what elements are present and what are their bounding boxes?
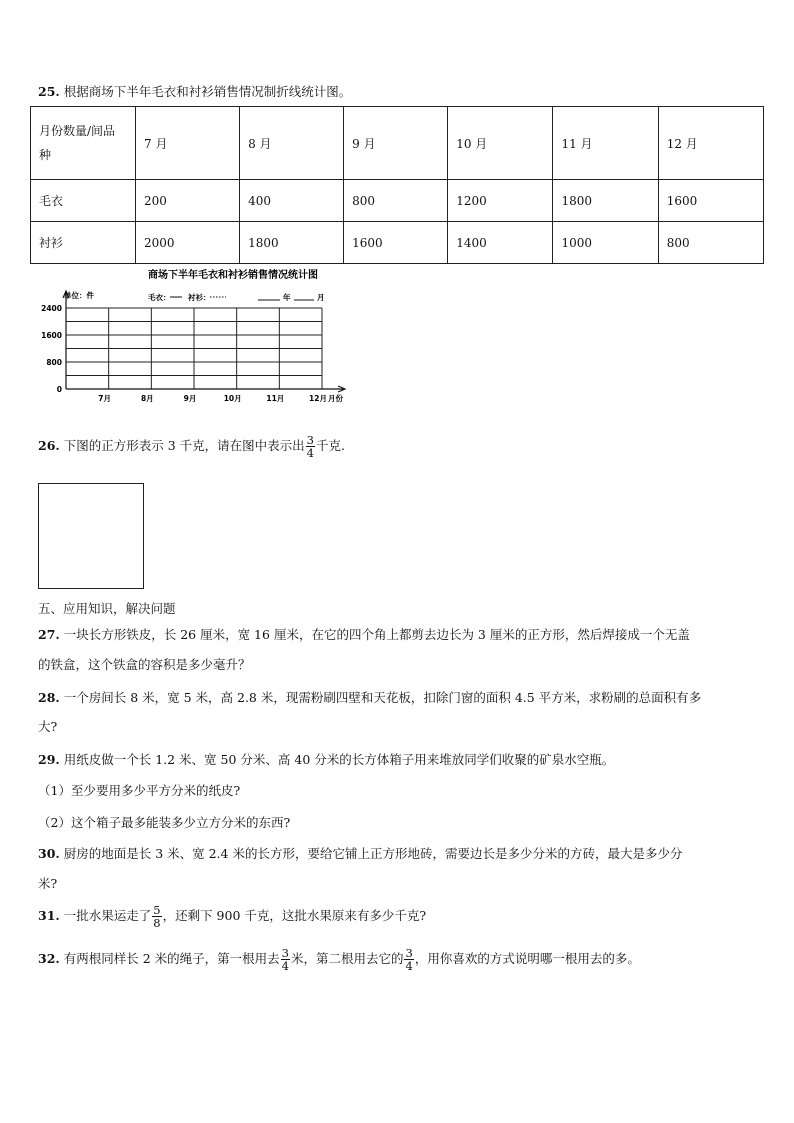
q27-text-line1: 一块长方形铁皮，长 26 厘米，宽 16 厘米，在它的四个角上都剪去边长为 3 厘米的正方形，然后焊接成一个无盖 xyxy=(63,627,690,642)
q32-prompt xyxy=(38,947,640,972)
q28-number: 28. xyxy=(38,690,60,705)
q26-fraction xyxy=(306,434,315,459)
table-cell: 1000 xyxy=(553,222,658,264)
y-tick-label: 0 xyxy=(56,385,62,394)
table-cell: 1200 xyxy=(448,180,553,222)
q32-frac1-denominator: 4 xyxy=(281,959,289,973)
q30-text-line2: 米? xyxy=(38,876,58,891)
legend-month-label: 月 xyxy=(317,293,325,302)
q32-fraction-1 xyxy=(281,947,290,972)
x-tick-label: 12月 xyxy=(309,394,327,403)
legend-shirt-label: 衬衫： xyxy=(188,293,211,302)
y-tick-label: 1600 xyxy=(41,331,62,340)
q29-number: 29. xyxy=(38,752,60,767)
legend-year-label: 年 xyxy=(283,293,291,302)
x-tick-label: 9月 xyxy=(183,394,197,403)
row-label: 衬衫 xyxy=(31,222,136,264)
table-cell: 800 xyxy=(344,180,448,222)
table-cell: 1800 xyxy=(240,222,344,264)
q31-fraction xyxy=(152,904,161,929)
table-cell: 400 xyxy=(240,180,344,222)
q32-fraction-2 xyxy=(404,947,413,972)
month-header: 10 月 xyxy=(448,107,553,180)
q28-text-line2: 大? xyxy=(38,719,58,734)
table-cell: 800 xyxy=(658,222,763,264)
q29-sub2: （2）这个箱子最多能装多少立方分米的东西? xyxy=(38,815,291,830)
q31-frac-numerator: 5 xyxy=(153,903,161,917)
sales-table xyxy=(30,106,764,264)
month-header: 9 月 xyxy=(344,107,448,180)
q32-frac1-numerator: 3 xyxy=(281,946,289,960)
table-cell: 1600 xyxy=(344,222,448,264)
q32-text-middle: 米，第二根用去它的 xyxy=(290,951,404,966)
q27-text-line2: 的铁盒，这个铁盒的容积是多少毫升？ xyxy=(38,657,251,672)
section-five-heading: 五、应用知识，解决问题 xyxy=(38,601,176,616)
q32-text-before: 有两根同样长 2 米的绳子，第一根用去 xyxy=(63,951,280,966)
q32-number: 32. xyxy=(38,951,60,966)
table-cell: 200 xyxy=(136,180,240,222)
q30-text-line1: 厨房的地面是长 3 米、宽 2.4 米的长方形，要给它铺上正方形地砖，需要边长是多少分米的方砖，最大是多少分 xyxy=(63,846,683,861)
x-tick-label: 8月 xyxy=(140,394,154,403)
q26-text-before: 下图的正方形表示 3 千克，请在图中表示出 xyxy=(63,438,305,453)
q31-number: 31. xyxy=(38,908,60,923)
x-tick-label: 7月 xyxy=(98,394,112,403)
table-row xyxy=(31,180,764,222)
q25-text: 根据商场下半年毛衣和衬衫销售情况制折线统计图。 xyxy=(63,84,352,99)
q26-frac-numerator: 3 xyxy=(306,433,314,447)
q29-text-line1: 用纸皮做一个长 1.2 米、宽 50 分米、高 40 分米的长方体箱子用来堆放同学们收聚的矿泉水空瓶。 xyxy=(63,752,615,767)
month-header: 8 月 xyxy=(240,107,344,180)
q26-text-after: 千克. xyxy=(315,438,345,453)
q31-frac-denominator: 8 xyxy=(153,916,161,930)
q26-prompt xyxy=(38,434,345,459)
x-tick-label: 10月 xyxy=(223,394,242,403)
corner-header-line1: 月份数量/间品 xyxy=(39,124,116,138)
y-tick-label: 2400 xyxy=(41,304,62,313)
x-axis-label: 月份 xyxy=(328,394,343,403)
table-row xyxy=(31,222,764,264)
q31-prompt xyxy=(38,904,426,929)
q32-text-after: ，用你喜欢的方式说明哪一根用去的多。 xyxy=(414,951,640,966)
q29-line1 xyxy=(38,752,614,768)
month-header: 12 月 xyxy=(658,107,763,180)
table-cell: 1800 xyxy=(553,180,658,222)
sales-line-chart xyxy=(30,266,370,406)
month-header: 11 月 xyxy=(553,107,658,180)
table-corner-header xyxy=(31,107,136,180)
q31-text-before: 一批水果运走了 xyxy=(63,908,152,923)
table-cell: 2000 xyxy=(136,222,240,264)
table-cell: 1400 xyxy=(448,222,553,264)
q26-number: 26. xyxy=(38,438,60,453)
q28-text-line1: 一个房间长 8 米，宽 5 米，高 2.8 米，现需粉刷四壁和天花板，扣除门窗的面积 4.5 平方米，求粉刷的总面积有多 xyxy=(63,690,702,705)
x-tick-label: 11月 xyxy=(266,394,285,403)
chart-unit-label: 单位：件 xyxy=(64,291,94,300)
q27-number: 27. xyxy=(38,627,60,642)
q27-line1 xyxy=(38,627,690,643)
q31-text-after: ，还剩下 900 千克，这批水果原来有多少千克? xyxy=(162,908,427,923)
q26-frac-denominator: 4 xyxy=(306,446,314,460)
table-cell: 1600 xyxy=(658,180,763,222)
y-tick-label: 800 xyxy=(46,358,62,367)
plot-area xyxy=(41,291,345,403)
chart-title: 商场下半年毛衣和衬衫销售情况统计图 xyxy=(148,270,318,281)
legend-sweater-label: 毛衣： xyxy=(148,293,171,302)
q25-number: 25. xyxy=(38,84,60,99)
q32-frac2-numerator: 3 xyxy=(405,946,413,960)
month-header: 7 月 xyxy=(136,107,240,180)
q30-line1 xyxy=(38,846,682,862)
table-header-row xyxy=(31,107,764,180)
q30-number: 30. xyxy=(38,846,60,861)
q25-prompt xyxy=(38,84,351,100)
chart-legend xyxy=(148,292,325,302)
answer-square[interactable] xyxy=(38,483,144,589)
q32-frac2-denominator: 4 xyxy=(405,959,413,973)
q29-sub1: （1）至少要用多少平方分米的纸皮? xyxy=(38,783,241,798)
q28-line1 xyxy=(38,690,701,706)
corner-header-line2: 种 xyxy=(39,148,52,162)
row-label: 毛衣 xyxy=(31,180,136,222)
